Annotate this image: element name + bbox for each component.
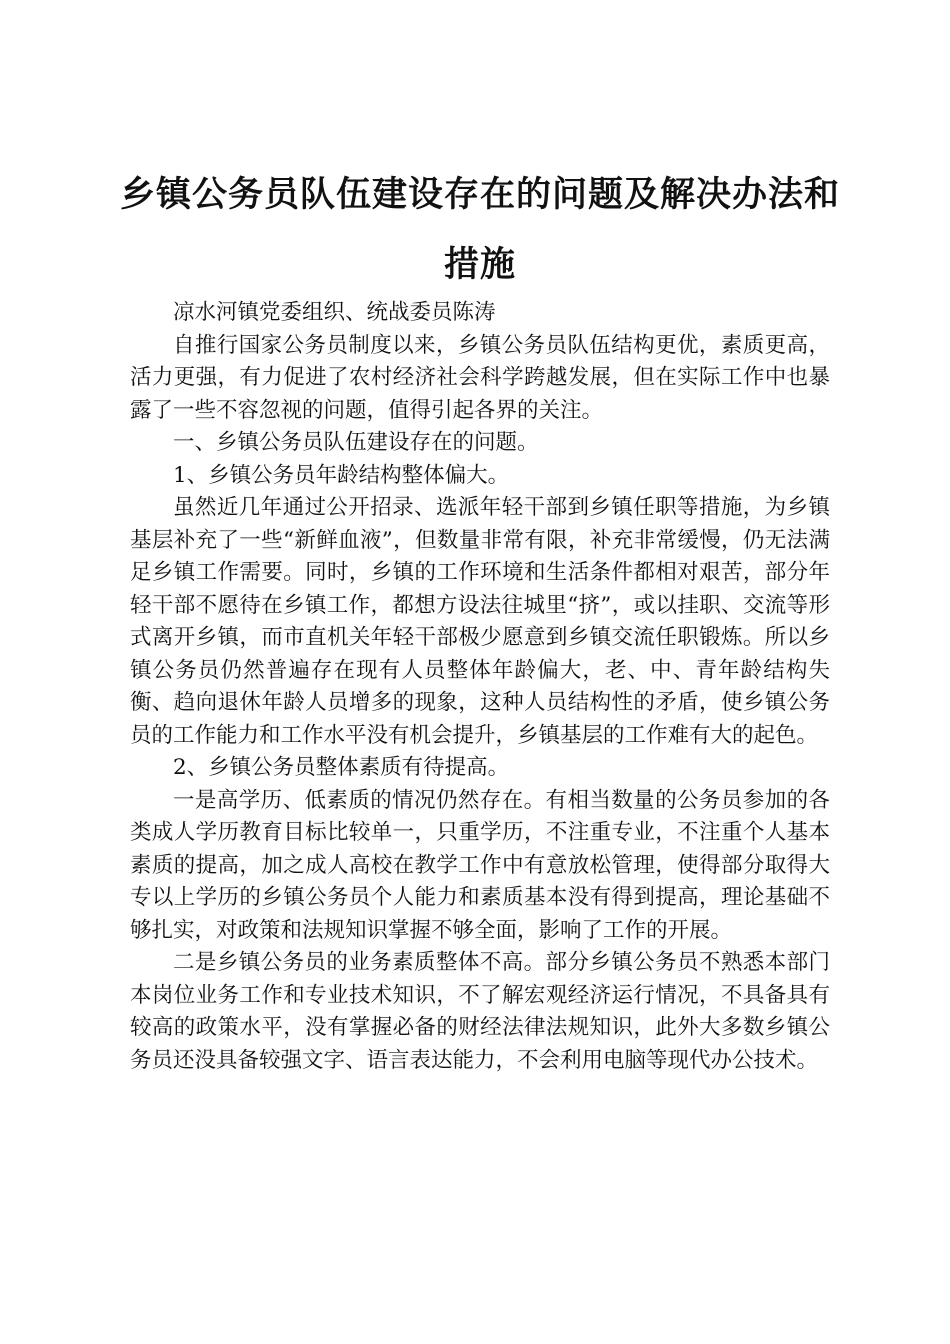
body-paragraph: 虽然近几年通过公开招录、选派年轻干部到乡镇任职等措施，为乡镇基层补充了一些“新鲜血液”，但数量非常有限，补充非常缓慢，仍无法满足乡镇工作需要。同时，乡镇的工作环境和生活条件都相对艰苦，部分年轻干部不愿待在乡镇工作，都想方设法往城里“挤”，或以挂职、交流等形式离开乡镇，而市直机关年轻干部极少愿意到乡镇交流任职锻炼。所以乡镇公务员仍然普遍存在现有人员整体年龄偏大，老、中、青年龄结构失衡、趋向退休年龄人员增多的现象，这种人员结构性的矛盾，使乡镇公务员的工作能力和工作水平没有机会提升，乡镇基层的工作难有大的起色。 — [130, 495, 830, 748]
body-paragraph: 一是高学历、低素质的情况仍然存在。有相当数量的公务员参加的各类成人学历教育目标比较单一，只重学历，不注重专业，不注重个人基本素质的提高，加之成人高校在教学工作中有意放松管理，使得部分取得大专以上学历的乡镇公务员个人能力和素质基本没有得到提高，理论基础不够扎实，对政策和法规知识掌握不够全面，影响了工作的开展。 — [130, 787, 830, 943]
section-heading: 一、乡镇公务员队伍建设存在的问题。 — [173, 430, 539, 455]
intro-paragraph: 自推行国家公务员制度以来，乡镇公务员队伍结构更优，素质更高，活力更强，有力促进了农村经济社会科学跨越发展，但在实际工作中也暴露了一些不容忽视的问题，值得引起各界的关注。 — [130, 332, 830, 423]
author-line: 凉水河镇党委组织、统战委员陈涛 — [173, 300, 496, 325]
document-title: 乡镇公务员队伍建设存在的问题及解决办法和措施 — [120, 175, 841, 285]
subsection-heading: 1、乡镇公务员年龄结构整体偏大。 — [173, 462, 510, 488]
document-body — [130, 297, 830, 1077]
subsection-heading: 2、乡镇公务员整体素质有待提高。 — [173, 755, 510, 780]
body-paragraph: 二是乡镇公务员的业务素质整体不高。部分乡镇公务员不熟悉本部门本岗位业务工作和专业技术知识，不了解宏观经济运行情况，不具备具有较高的政策水平，没有掌握必备的财经法律法规知识，此外大多数乡镇公务员还没具备较强文字、语言表达能力，不会利用电脑等现代办公技术。 — [130, 950, 830, 1073]
